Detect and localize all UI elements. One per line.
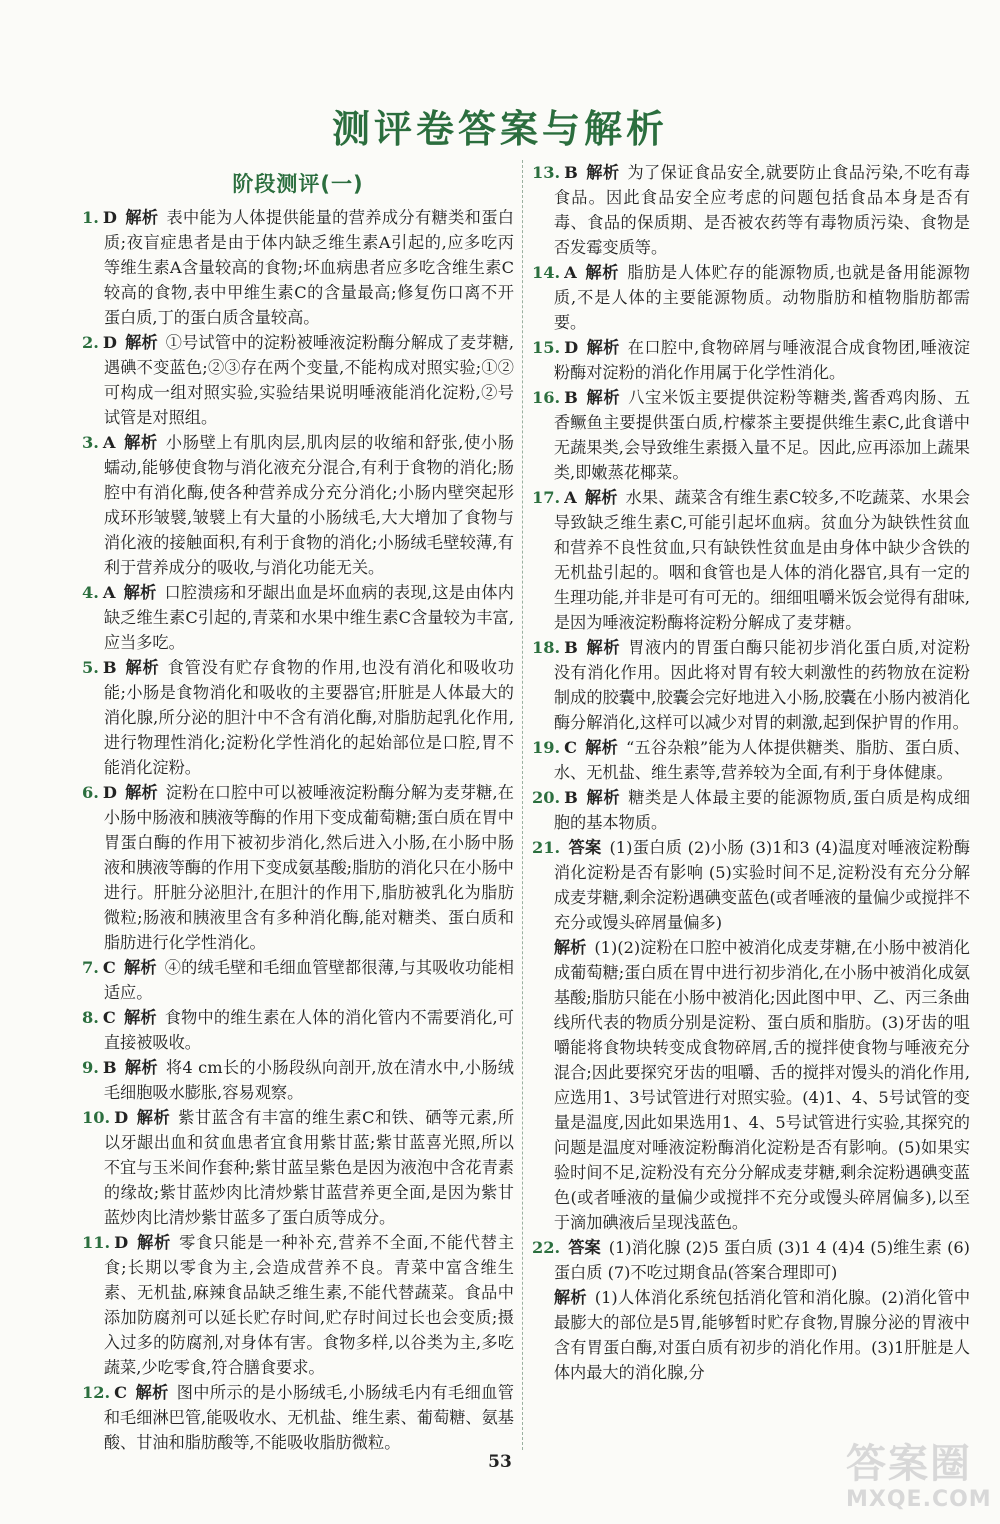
answer-item xyxy=(82,1055,514,1105)
answer-choice: B xyxy=(102,658,117,677)
question-number: 13. xyxy=(532,163,561,182)
question-number: 21. xyxy=(532,838,561,857)
answer-choice: D xyxy=(114,1108,129,1127)
answer-item xyxy=(82,1005,514,1055)
analysis-label: 解析 xyxy=(553,938,587,957)
answer-choice: C xyxy=(102,1008,116,1027)
right-column xyxy=(532,160,970,1385)
item-label: 答案 xyxy=(568,1238,601,1257)
question-number: 5. xyxy=(82,658,99,677)
answer-item xyxy=(532,260,970,335)
item-label: 解析 xyxy=(135,1383,169,1402)
answer-item xyxy=(532,735,970,785)
item-label: 解析 xyxy=(124,783,158,802)
answer-item xyxy=(82,780,514,955)
item-label: 解析 xyxy=(585,638,621,657)
watermark-sub: MXQE.COM xyxy=(846,1487,992,1512)
question-number: 2. xyxy=(82,333,99,352)
left-column xyxy=(82,160,514,1455)
question-number: 22. xyxy=(532,1238,561,1257)
item-label: 解析 xyxy=(585,388,621,407)
answer-item xyxy=(82,205,514,330)
analysis-paragraph xyxy=(532,935,970,1235)
answer-choice: C xyxy=(114,1383,128,1402)
item-label: 解析 xyxy=(136,1108,171,1127)
item-label: 解析 xyxy=(123,958,157,977)
answer-item xyxy=(532,335,970,385)
question-number: 19. xyxy=(532,738,561,757)
item-text: 为了保证食品安全,就要防止食品污染,不吃有毒食品。因此食品安全应考虑的问题包括食品本身是否有毒、食品的保质期、是否被农药等有毒物质污染、食物是否发霉变质等。 xyxy=(553,163,970,257)
item-text: 口腔溃疡和牙龈出血是坏血病的表现,这是由体内缺乏维生素C引起的,青菜和水果中维生素C含量较为丰富,应当多吃。 xyxy=(103,583,514,652)
answer-choice: B xyxy=(564,163,578,182)
page-number: 53 xyxy=(488,1452,512,1472)
item-text: 紫甘蓝含有丰富的维生素C和铁、硒等元素,所以牙龈出血和贫血患者宜食用紫甘蓝;紫甘蓝喜光照,所以不宜与玉米间作套种;紫甘蓝呈紫色是因为液泡中含花青素的缘故;紫甘蓝炒肉比清炒紫甘蓝营养更全面,是因为紫甘蓝炒肉比清炒紫甘蓝多了蛋白质等成分。 xyxy=(103,1108,515,1227)
item-text: (1)消化腺 (2)5 蛋白质 (3)1 4 (4)4 (5)维生素 (6)蛋白质 (7)不吃过期食品(答案合理即可) xyxy=(553,1238,970,1282)
analysis-label: 解析 xyxy=(553,1288,587,1307)
question-number: 18. xyxy=(532,638,561,657)
item-label: 解析 xyxy=(123,1008,157,1027)
item-label: 解析 xyxy=(124,1058,158,1077)
section-title: 阶段测评(一) xyxy=(232,172,364,196)
item-text: 在口腔中,食物碎屑与唾液混合成食物团,唾液淀粉酶对淀粉的消化作用属于化学性消化。 xyxy=(553,338,970,382)
item-text: 图中所示的是小肠绒毛,小肠绒毛内有毛细血管和毛细淋巴管,能吸收水、无机盐、维生素、葡萄糖、氨基酸、甘油和脂肪酸等,不能吸收脂肪微粒。 xyxy=(103,1383,514,1452)
item-text: 胃液内的胃蛋白酶只能初步消化蛋白质,对淀粉没有消化作用。因此将对胃有较大刺激性的药物放在淀粉制成的胶囊中,胶囊会完好地进入小肠,胶囊在小肠内被消化酶分解消化,这样可以减少对胃的刺激,起到保护胃的作用。 xyxy=(553,638,971,732)
item-text: 食管没有贮存食物的作用,也没有消化和吸收功能;小肠是食物消化和吸收的主要器官;肝脏是人体最大的消化腺,所分泌的胆汁中不含有消化酶,对脂肪起乳化作用,进行物理性消化;淀粉化学性消化的起始部位是口腔,胃不能消化淀粉。 xyxy=(103,658,514,777)
analysis-paragraph xyxy=(532,1285,970,1385)
item-label: 解析 xyxy=(585,788,621,807)
answer-choice: A xyxy=(564,488,577,507)
analysis-text: (1)(2)淀粉在口腔中被消化成麦芽糖,在小肠中被消化成葡萄糖;蛋白质在胃中进行初步消化,在小肠中被消化成氨基酸;脂肪只能在小肠中被消化;因此图中甲、乙、丙三条曲线所代表的物质分别是淀粉、蛋白质和脂肪。(3)牙齿的咀嚼能将食物块转变成食物碎屑,舌的搅拌使食物与唾液充分混合;因此要探究牙齿的咀嚼、舌的搅拌对馒头的消化作用,应选用1、3号试管进行对照实验。(4)1、4、5号试管的变量是温度,因此如果选用1、4、5号试管进行实验,其探究的问题是温度对唾液淀粉酶消化淀粉是否有影响。(5)如果实验时间不足,淀粉没有充分分解成麦芽糖,剩余淀粉遇碘变蓝色(或者唾液的量偏少或搅拌不充分或馒头碎屑偏多),以至于滴加碘液后呈现浅蓝色。 xyxy=(553,938,970,1232)
item-text: (1)蛋白质 (2)小肠 (3)1和3 (4)温度对唾液淀粉酶消化淀粉是否有影响 (5)实验时间不足,淀粉没有充分分解成麦芽糖,剩余淀粉遇碘变蓝色(或者唾液的量偏少或搅拌不充分或馒头碎屑量偏多) xyxy=(553,838,971,932)
answer-item xyxy=(82,580,514,655)
question-number: 3. xyxy=(82,433,99,452)
answer-choice: D xyxy=(102,333,117,352)
answer-item xyxy=(82,330,514,430)
item-label: 解析 xyxy=(123,433,158,452)
question-number: 10. xyxy=(82,1108,111,1127)
item-label: 解析 xyxy=(124,333,158,352)
item-label: 解析 xyxy=(136,1233,172,1252)
item-label: 解析 xyxy=(123,583,157,602)
watermark-main: 答案圈 xyxy=(846,1441,972,1487)
answer-choice: B xyxy=(564,638,578,657)
item-label: 解析 xyxy=(585,163,620,182)
answer-choice: C xyxy=(102,958,116,977)
item-text: ④的绒毛壁和毛细血管壁都很薄,与其吸收功能相适应。 xyxy=(103,958,514,1002)
answer-choice: D xyxy=(114,1233,129,1252)
item-text: 水果、蔬菜含有维生素C较多,不吃蔬菜、水果会导致缺乏维生素C,可能引起坏血病。贫血分为缺铁性贫血和营养不良性贫血,只有缺铁性贫血是由身体中缺少含铁的无机盐引起的。咽和食管也是人体的消化器官,具有一定的生理功能,并非是可有可无的。细细咀嚼米饭会觉得有甜味,是因为唾液淀粉酶将淀粉分解成了麦芽糖。 xyxy=(553,488,971,632)
question-number: 12. xyxy=(82,1383,111,1402)
question-number: 17. xyxy=(532,488,561,507)
question-number: 1. xyxy=(82,208,99,227)
answer-item xyxy=(532,385,970,485)
question-number: 7. xyxy=(82,958,99,977)
answer-choice: A xyxy=(564,263,577,282)
page-title: 测评卷答案与解析 xyxy=(331,107,668,151)
item-text: 表中能为人体提供能量的营养成分有糖类和蛋白质;夜盲症患者是由于体内缺乏维生素A引起的,应多吃丙等维生素A含量较高的食物;坏血病患者应多吃含维生素C较高的食物,表中甲维生素C的含量最高;修复伤口离不开蛋白质,丁的蛋白质含量较高。 xyxy=(103,208,514,327)
question-number: 6. xyxy=(82,783,99,802)
answer-choice: C xyxy=(564,738,578,757)
column-divider xyxy=(522,160,523,1450)
item-label: 解析 xyxy=(584,263,620,282)
item-text: 食物中的维生素在人体的消化管内不需要消化,可直接被吸收。 xyxy=(103,1008,514,1052)
question-number: 4. xyxy=(82,583,99,602)
item-text: 零食只能是一种补充,营养不全面,不能代替主食;长期以零食为主,会造成营养不良。青菜中富含维生素、无机盐,麻辣食品缺乏维生素,不能代替蔬菜。食品中添加防腐剂可以延长贮存时间,贮存时间过长也会变质;摄入过多的防腐剂,对身体有害。食物多样,以谷类为主,多吃蔬菜,少吃零食,符合膳食要求。 xyxy=(103,1233,515,1377)
left-answer-list xyxy=(82,205,514,1455)
answer-item xyxy=(532,785,970,835)
question-number: 11. xyxy=(82,1233,111,1252)
answer-item xyxy=(82,655,514,780)
item-label: 解析 xyxy=(585,738,618,757)
question-number: 14. xyxy=(532,263,561,282)
answer-item xyxy=(82,1380,514,1455)
item-text: ①号试管中的淀粉被唾液淀粉酶分解成了麦芽糖,遇碘不变蓝色;②③存在两个变量,不能构成对照实验;①②可构成一组对照实验,实验结果说明唾液能消化淀粉,②号试管是对照组。 xyxy=(103,333,514,427)
item-text: 将4 cm长的小肠段纵向剖开,放在清水中,小肠绒毛细胞吸水膨胀,容易观察。 xyxy=(103,1058,514,1102)
item-label: 解析 xyxy=(586,338,620,357)
item-text: 淀粉在口腔中可以被唾液淀粉酶分解为麦芽糖,在小肠中肠液和胰液等酶的作用下变成葡萄糖;蛋白质在胃中胃蛋白酶的作用下被初步消化,然后进入小肠,在小肠中肠液和胰液等酶的作用下变成氨基酸;脂肪的消化只在小肠中进行。肝脏分泌胆汁,在胆汁的作用下,脂肪被乳化为脂肪微粒;肠液和胰液里含有多种消化酶,能对糖类、蛋白质和脂肪进行化学性消化。 xyxy=(103,783,514,952)
item-text: 小肠壁上有肌肉层,肌肉层的收缩和舒张,使小肠蠕动,能够使食物与消化液充分混合,有利于食物的消化;肠腔中有消化酶,使各种营养成分充分消化;小肠内壁突起形成环形皱襞,皱襞上有大量的小肠绒毛,大大增加了食物与消化液的接触面积,有利于食物的消化;小肠绒毛壁较薄,有利于营养成分的吸收,与消化功能无关。 xyxy=(103,433,514,577)
question-number: 20. xyxy=(532,788,561,807)
answer-choice: D xyxy=(564,338,579,357)
answer-choice: A xyxy=(102,433,116,452)
question-number: 15. xyxy=(532,338,561,357)
answer-item xyxy=(532,485,970,635)
item-text: 脂肪是人体贮存的能源物质,也就是备用能源物质,不是人体的主要能源物质。动物脂肪和植物脂肪都需要。 xyxy=(553,263,970,332)
answer-choice: B xyxy=(564,788,578,807)
answer-item xyxy=(532,160,970,260)
item-text: 八宝米饭主要提供淀粉等糖类,酱香鸡肉肠、五香鳜鱼主要提供蛋白质,柠檬茶主要提供维生素C,此食谱中无蔬果类,会导致维生素摄入量不足。因此,应再添加上蔬果类,即嫩蒸花椰菜。 xyxy=(553,388,971,482)
answer-choice: D xyxy=(102,208,117,227)
analysis-text: (1)人体消化系统包括消化管和消化腺。(2)消化管中最膨大的部位是5胃,能够暂时贮存食物,胃腺分泌的胃液中含有胃蛋白酶,对蛋白质有初步的消化作用。(3)1肝脏是人体内最大的消化腺,分 xyxy=(553,1288,971,1382)
question-number: 9. xyxy=(82,1058,99,1077)
answer-choice: D xyxy=(102,783,117,802)
answer-item xyxy=(82,1105,514,1230)
item-text: “五谷杂粮”能为人体提供糖类、脂肪、蛋白质、水、无机盐、维生素等,营养较为全面,有利于身体健康。 xyxy=(553,738,970,782)
question-number: 16. xyxy=(532,388,561,407)
answer-item xyxy=(532,835,970,935)
answer-item xyxy=(532,635,970,735)
answer-choice: B xyxy=(102,1058,117,1077)
item-label: 解析 xyxy=(124,208,159,227)
answer-item xyxy=(82,1230,514,1380)
answer-item xyxy=(532,1235,970,1285)
right-answer-list xyxy=(532,160,970,1385)
item-label: 答案 xyxy=(568,838,602,857)
answer-choice: A xyxy=(102,583,116,602)
watermark-logo xyxy=(846,1440,996,1518)
item-label: 解析 xyxy=(584,488,618,507)
answer-item xyxy=(82,955,514,1005)
item-text: 糖类是人体最主要的能源物质,蛋白质是构成细胞的基本物质。 xyxy=(553,788,971,832)
answer-item xyxy=(82,430,514,580)
question-number: 8. xyxy=(82,1008,99,1027)
item-label: 解析 xyxy=(124,658,160,677)
answer-choice: B xyxy=(564,388,578,407)
